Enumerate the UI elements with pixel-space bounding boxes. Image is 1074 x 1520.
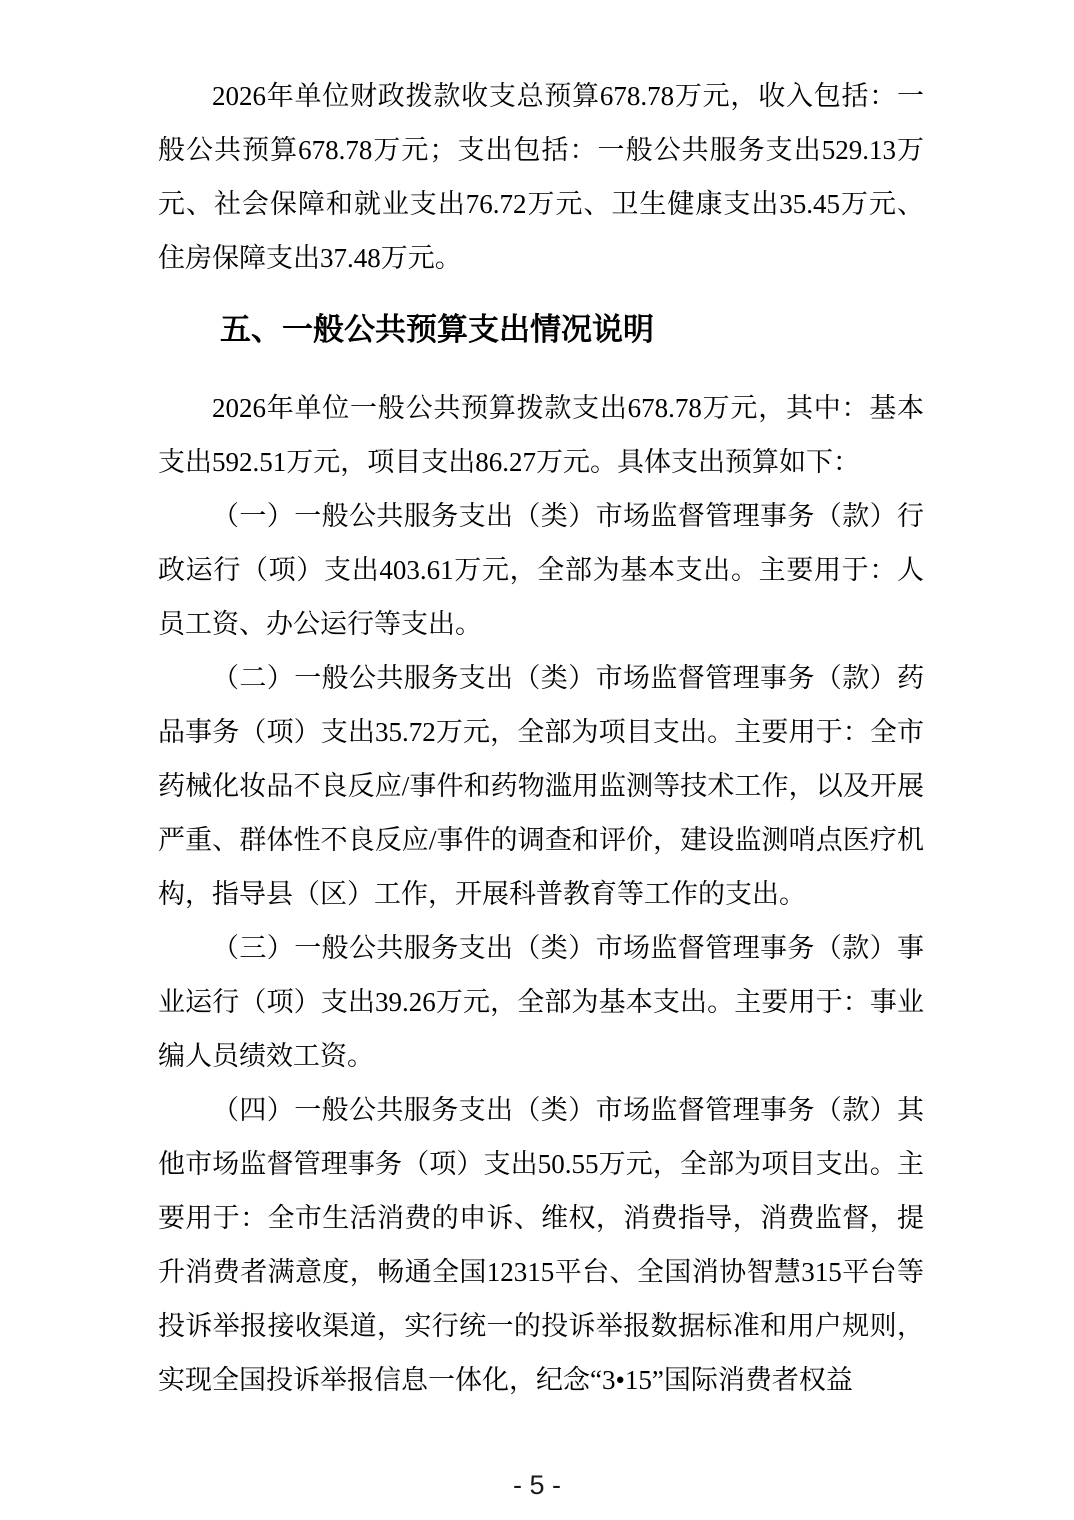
paragraph-item-3: （三）一般公共服务支出（类）市场监督管理事务（款）事业运行（项）支出39.26万元，全部为基本支出。主要用于：事业编人员绩效工资。 bbox=[158, 933, 924, 1071]
page-footer bbox=[0, 1470, 1074, 1500]
section-heading: 五、一般公共预算支出情况说明 bbox=[220, 312, 654, 347]
document-body bbox=[158, 69, 924, 1407]
paragraph-item-2: （二）一般公共服务支出（类）市场监督管理事务（款）药品事务（项）支出35.72万元，全部为项目支出。主要用于：全市药械化妆品不良反应/事件和药物滥用监测等技术工作，以及开展严重、群体性不良反应/事件的调查和评价，建设监测哨点医疗机构，指导县（区）工作，开展科普教育等工作的支出。 bbox=[158, 663, 924, 909]
paragraph-fiscal-summary: 2026年单位财政拨款收支总预算678.78万元，收入包括：一般公共预算678.78万元；支出包括：一般公共服务支出529.13万元、社会保障和就业支出76.72万元、卫生健康支出35.45万元、住房保障支出37.48万元。 bbox=[158, 81, 924, 273]
paragraph-budget-overview: 2026年单位一般公共预算拨款支出678.78万元，其中：基本支出592.51万元，项目支出86.27万元。具体支出预算如下： bbox=[158, 393, 924, 477]
paragraph-item-1: （一）一般公共服务支出（类）市场监督管理事务（款）行政运行（项）支出403.61万元，全部为基本支出。主要用于：人员工资、办公运行等支出。 bbox=[158, 501, 924, 639]
paragraph-item-4: （四）一般公共服务支出（类）市场监督管理事务（款）其他市场监督管理事务（项）支出50.55万元，全部为项目支出。主要用于：全市生活消费的申诉、维权，消费指导，消费监督，提升消费者满意度，畅通全国12315平台、全国消协智慧315平台等投诉举报接收渠道，实行统一的投诉举报数据标准和用户规则，实现全国投诉举报信息一体化，纪念“3•15”国际消费者权益 bbox=[158, 1095, 924, 1395]
page-number: - 5 - bbox=[512, 1470, 561, 1500]
